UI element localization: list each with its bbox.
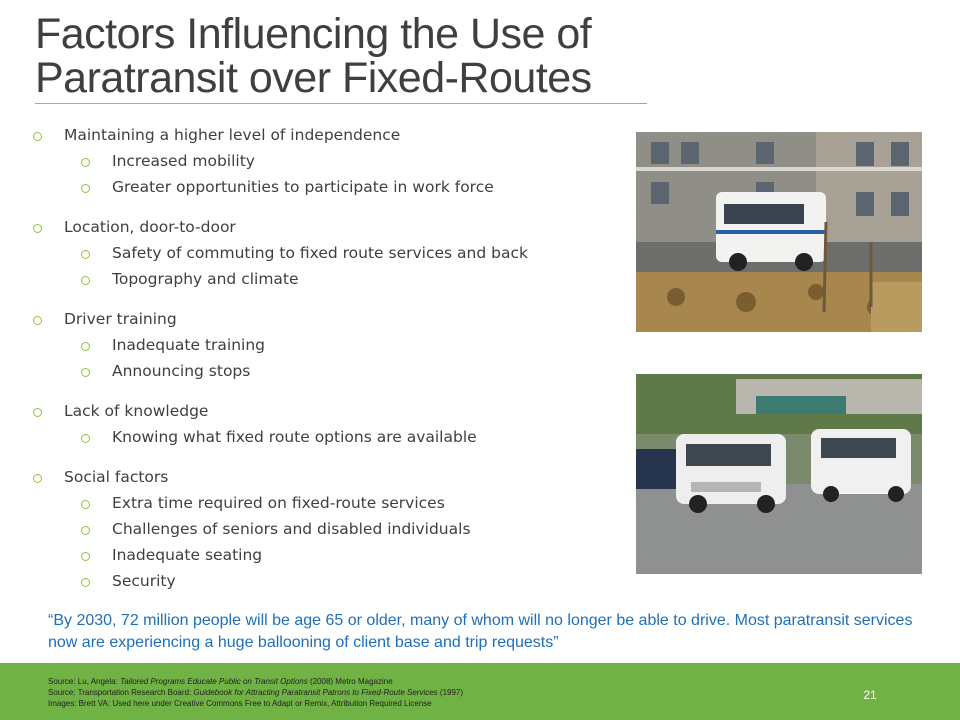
sub-bullet-item bbox=[32, 174, 632, 200]
title-underline bbox=[35, 103, 647, 104]
sub-bullet-item bbox=[32, 516, 632, 542]
sub-bullet-item bbox=[32, 332, 632, 358]
bullet-text: Challenges of seniors and disabled individuals bbox=[112, 520, 471, 538]
bullet-list bbox=[32, 122, 632, 594]
sub-bullet-item bbox=[32, 266, 632, 292]
bullet-text: Maintaining a higher level of independence bbox=[64, 126, 401, 144]
circle-bullet-icon bbox=[81, 250, 90, 259]
source-line-1: Source: Lu, Angela: Tailored Programs Educate Public on Transit Options (2008) Metro Magazine bbox=[48, 677, 393, 686]
paratransit-vans-photo bbox=[636, 374, 922, 574]
sub-bullet-item bbox=[32, 148, 632, 174]
title-line-2: Paratransit over Fixed-Routes bbox=[35, 54, 592, 102]
sub-bullet-item bbox=[32, 240, 632, 266]
circle-bullet-icon bbox=[33, 132, 42, 141]
bullet-text: Greater opportunities to participate in work force bbox=[112, 178, 494, 196]
bullet-item bbox=[32, 122, 632, 148]
circle-bullet-icon bbox=[33, 316, 42, 325]
circle-bullet-icon bbox=[81, 276, 90, 285]
circle-bullet-icon bbox=[81, 578, 90, 587]
quote-text: “By 2030, 72 million people will be age 65 or older, many of whom will no longer be able to drive. Most paratransit services now are experiencing a huge ballooning of client base and trip requests” bbox=[48, 612, 913, 651]
bullet-text: Driver training bbox=[64, 310, 177, 328]
sub-bullet-item bbox=[32, 490, 632, 516]
sub-bullet-item bbox=[32, 568, 632, 594]
bullet-text: Topography and climate bbox=[112, 270, 299, 288]
bullet-text: Extra time required on fixed-route services bbox=[112, 494, 445, 512]
circle-bullet-icon bbox=[33, 474, 42, 483]
source-line-3: Images: Brett VA: Used here under Creative Commons Free to Adapt or Remix, Attribution Required License bbox=[48, 699, 432, 708]
bullet-text: Security bbox=[112, 572, 176, 590]
circle-bullet-icon bbox=[81, 342, 90, 351]
bullet-text: Announcing stops bbox=[112, 362, 251, 380]
bullet-text: Lack of knowledge bbox=[64, 402, 209, 420]
bullet-text: Inadequate seating bbox=[112, 546, 263, 564]
sub-bullet-item bbox=[32, 358, 632, 384]
circle-bullet-icon bbox=[81, 552, 90, 561]
circle-bullet-icon bbox=[33, 224, 42, 233]
circle-bullet-icon bbox=[33, 408, 42, 417]
sources-citation bbox=[48, 676, 728, 709]
bullet-text: Location, door-to-door bbox=[64, 218, 236, 236]
bus-at-apartments-photo bbox=[636, 132, 922, 332]
sub-bullet-item bbox=[32, 424, 632, 450]
bullet-text: Knowing what fixed route options are available bbox=[112, 428, 477, 446]
circle-bullet-icon bbox=[81, 526, 90, 535]
bullet-text: Increased mobility bbox=[112, 152, 255, 170]
bullet-text: Social factors bbox=[64, 468, 169, 486]
bullet-item bbox=[32, 306, 632, 332]
circle-bullet-icon bbox=[81, 184, 90, 193]
bullet-item bbox=[32, 398, 632, 424]
source-line-2: Source: Transportation Research Board: Guidebook for Attracting Paratransit Patrons to Fixed-Route Services (1997) bbox=[48, 688, 464, 697]
bullet-text: Inadequate training bbox=[112, 336, 266, 354]
circle-bullet-icon bbox=[81, 434, 90, 443]
bullet-text: Safety of commuting to fixed route services and back bbox=[112, 244, 528, 262]
circle-bullet-icon bbox=[81, 500, 90, 509]
circle-bullet-icon bbox=[81, 158, 90, 167]
circle-bullet-icon bbox=[81, 368, 90, 377]
bullet-item bbox=[32, 464, 632, 490]
title-line-1: Factors Influencing the Use of bbox=[35, 10, 592, 58]
page-number: 21 bbox=[863, 688, 877, 702]
sub-bullet-item bbox=[32, 542, 632, 568]
slide-title bbox=[35, 12, 655, 100]
bullet-item bbox=[32, 214, 632, 240]
